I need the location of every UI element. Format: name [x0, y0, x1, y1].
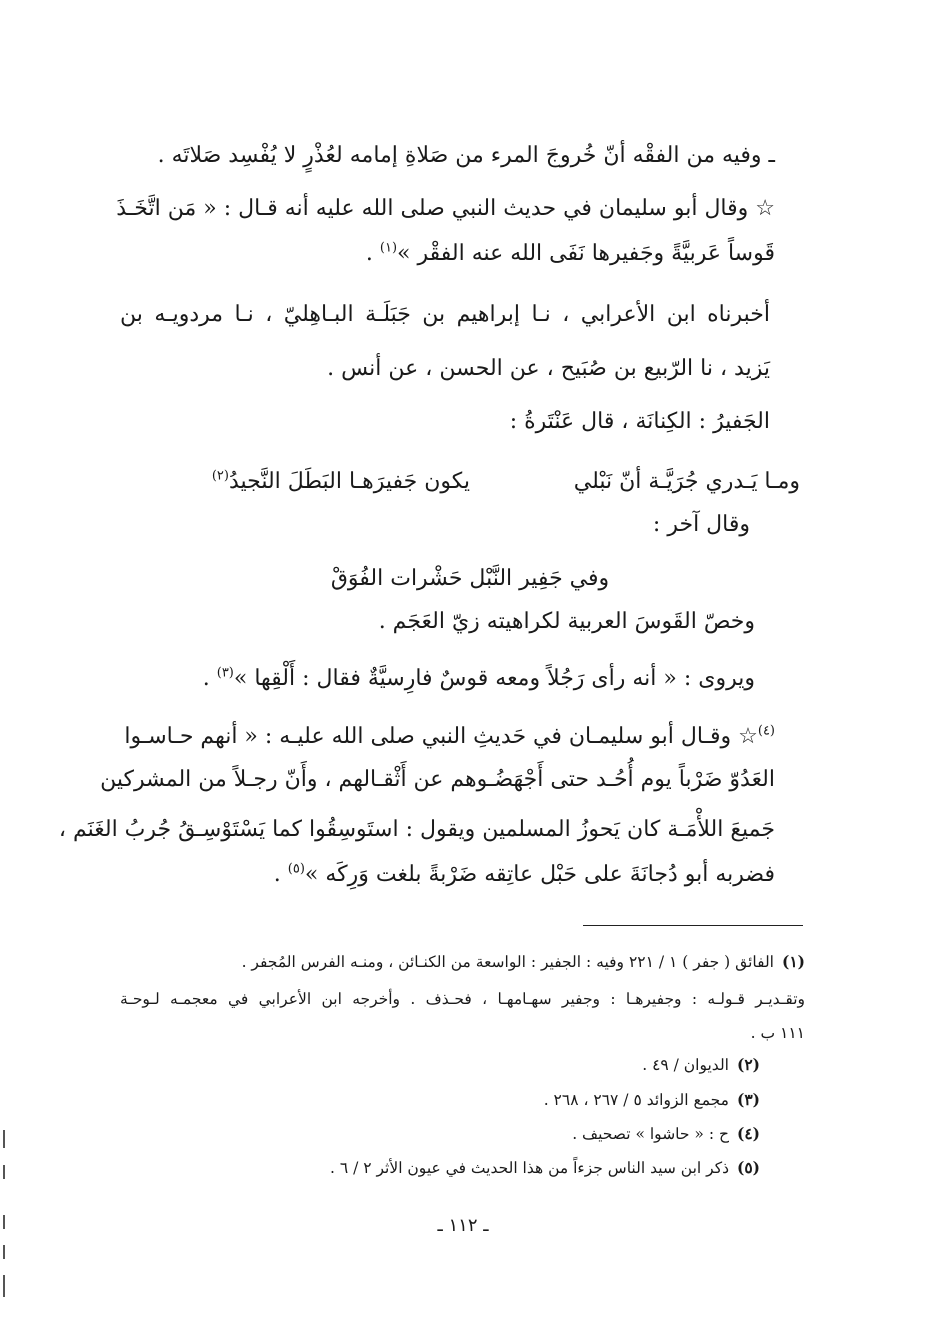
footnote-4-number: (٤) — [736, 1124, 760, 1143]
verse-1-second-text: يكون جَفيرَهـا البَطَلَ النَّجيدُ — [228, 469, 470, 494]
scan-edge-mark — [3, 1215, 5, 1229]
footnote-ref-4: (٤) — [757, 723, 775, 739]
footnote-ref-2: (٢) — [211, 468, 229, 484]
scan-edge-mark — [3, 1165, 5, 1179]
footnote-1-text-a: الفائق ( جفر ) ١ / ٢٢١ وفيه : الجفير : الواسعة من الكنـائن ، ومنـه الفرس المُجفر . — [241, 953, 774, 971]
footnote-1-number: (١) — [781, 952, 805, 971]
text-line-15-main: فضربه أبو دُجانَةَ على حَبْل عاتِقه ضَرْبةً بلغت وَرِكَه » — [304, 862, 775, 887]
footnote-5-text: ذكر ابن سيد الناس جزءاً من هذا الحديث في عيون الأثر ٢ / ٦ . — [329, 1159, 729, 1177]
footnote-ref-3: (٣) — [216, 665, 234, 681]
footnote-3-number: (٣) — [736, 1090, 760, 1109]
footnote-2-number: (٢) — [736, 1055, 760, 1074]
text-line-11-end: . — [202, 666, 217, 691]
footnote-2-text: الديوان / ٤٩ . — [642, 1056, 729, 1074]
footnote-5-number: (٥) — [736, 1158, 760, 1177]
text-line-13: العَدُوّ ضَرْباً يوم أُحُـد حتى أَجْهَضُـوهم عن أَثْقـالهم ، وأَنّ رجـلاً من المشركين — [100, 767, 775, 792]
footnote-1-line-3: ١١١ ب . — [750, 1024, 805, 1042]
text-line-5: يَزيد ، نا الرّبيع بن صُبَيح ، عن الحسن ، عن أنس . — [327, 356, 770, 381]
footnote-ref-5: (٥) — [287, 861, 305, 877]
text-line-14: جَميعَ اللأْمَـة كان يَحوزُ المسلمين ويقول : استَوسِقُوا كما يَسْتَوْسِـقُ جُربُ الغَنَم ، — [58, 817, 775, 842]
scan-edge-mark — [3, 1130, 5, 1148]
footnote-4 — [440, 1122, 760, 1146]
text-line-3-end: . — [365, 241, 380, 266]
footnote-5 — [230, 1156, 760, 1180]
verse-2: وفي جَفِير النَّبْل حَشْرات الفُوَقْ — [330, 566, 610, 591]
footnote-3 — [440, 1088, 760, 1112]
footnote-1-line-1 — [125, 950, 805, 974]
footnote-4-text: ح : « حاشوا » تصحيف . — [572, 1125, 729, 1143]
scan-edge-mark — [3, 1245, 5, 1259]
text-line-12 — [125, 720, 775, 754]
footnote-3-text: مجمع الزوائد ٥ / ٢٦٧ ، ٢٦٨ . — [543, 1091, 729, 1109]
footnote-separator — [583, 925, 803, 926]
verse-1-second-hemistich — [125, 465, 470, 499]
text-line-8: وقال آخر : — [652, 512, 750, 537]
footnote-2 — [500, 1053, 760, 1077]
footnote-1-line-2: وتقـديـر قـولـه : وجفيرهـا : وجفير سهـامهـا ، فحـذف . وأخرجه ابن الأعرابي في معجمـه لـوحـة — [120, 990, 805, 1008]
text-line-4: أخبرناه ابن الأعرابي ، نـا إبراهيم بن جَبَلَـة البـاهِليّ ، نـا مردويـه بن — [120, 302, 770, 327]
text-line-2: ☆ وقال أبو سليمان في حديث النبي صلى الله عليه أنه قـال : « مَن اتَّخَـذَ — [116, 196, 775, 221]
text-line-11-main: ويروى : « أنه رأى رَجُلاً ومعه قوسٌ فارِسيَّةٌ فقال : أَلْقِها » — [233, 666, 755, 691]
text-line-15 — [273, 858, 775, 892]
verse-1-first-hemistich: ومـا يَـدري جُرَيَّـة أنّ نَبْلي — [573, 469, 800, 494]
text-line-11 — [200, 662, 755, 696]
text-line-12-main: ☆ وقـال أبو سليمـان في حَديثِ النبي صلى الله عليـه : « أنهم حـاسـوا — [124, 724, 758, 749]
page-number: ـ ١١٢ ـ — [437, 1215, 489, 1236]
text-line-3-main: قَوساً عَربيَّةً وجَفيرها نَفَى الله عنه الفقْر » — [397, 241, 775, 266]
text-line-1: ـ وفيه من الفقْه أنّ خُروجَ المرء من صَلاةِ إمامه لعُذْرٍ لا يُفْسِد صَلاتَه . — [157, 143, 775, 168]
footnote-ref-1: (١) — [379, 240, 398, 256]
text-line-10: وخصّ القَوسَ العربية لكراهيته زيّ العَجَم . — [378, 609, 755, 634]
text-line-3 — [365, 237, 775, 271]
scan-edge-mark — [3, 1275, 5, 1297]
text-line-15-end: . — [273, 862, 288, 887]
text-line-6: الجَفيرُ : الكِنانَة ، قال عَنْتَرةُ : — [509, 409, 770, 434]
